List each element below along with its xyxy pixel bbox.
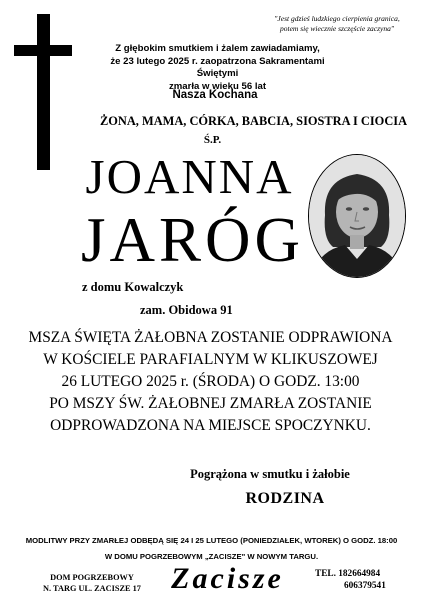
funeral-home-info (22, 572, 162, 594)
prayer-info (10, 533, 413, 565)
prayer-line: W DOMU POGRZEBOWYM „ZACISZE" W NOWYM TARGU. (104, 552, 319, 561)
deceased-portrait (308, 154, 406, 278)
cross-vertical-bar (37, 14, 50, 170)
cross-horizontal-bar (14, 45, 72, 56)
mass-line: MSZA ŚWIĘTA ŻAŁOBNA ZOSTANIE ODPRAWIONA (28, 329, 393, 346)
mourning-line: Pogrążona w smutku i żałobie (190, 467, 350, 481)
funeral-home-name: DOM POGRZEBOWY (50, 573, 134, 582)
zacisze-logo: Zacisze (171, 562, 284, 595)
mass-line: W KOŚCIELE PARAFIALNYM W KLIKUSZOWEJ (43, 351, 378, 368)
funeral-home-address: N. TARG UL. ZACISZE 17 (43, 584, 141, 593)
mass-line: PO MSZY ŚW. ŻAŁOBNEJ ZMARŁA ZOSTANIE (49, 395, 372, 412)
sp-prefix: Ś.P. (203, 134, 222, 146)
family-signature: RODZINA (245, 490, 325, 507)
family-roles: ŻONA, MAMA, CÓRKA, BABCIA, SIOSTRA I CIOCIA (100, 114, 408, 128)
mass-announcement (18, 327, 403, 437)
mass-line: 26 LUTEGO 2025 r. (ŚRODA) O GODZ. 13:00 (61, 373, 360, 390)
mass-line: ODPROWADZONA NA MIEJSCE SPOCZYNKU. (50, 417, 371, 434)
portrait-image (309, 155, 405, 277)
phone-info (315, 569, 410, 592)
announcement-intro (95, 43, 340, 93)
kochana-heading: Nasza Kochana (172, 89, 258, 101)
prayer-line: MODLITWY PRZY ZMARŁEJ ODBĘDĄ SIĘ 24 I 25 LUTEGO (PONIEDZIAŁEK, WTOREK) O GODZ. 18:00 (25, 536, 398, 545)
phone-line: 606379541 (344, 580, 386, 591)
motto-line: "Jest gdzieś ludzkiego cierpienia granica, (274, 14, 400, 23)
first-name: JOANNA (85, 149, 294, 204)
residence-address: zam. Obidowa 91 (140, 303, 233, 317)
intro-line: zmarła w wieku 56 lat (168, 80, 267, 92)
intro-line: że 23 lutego 2025 r. zaopatrzona Sakramentami Świętymi (110, 55, 325, 79)
last-name: JARÓG (80, 205, 305, 275)
motto-quote (262, 14, 412, 34)
motto-line: potem się wiecznie szczęście zaczyna" (280, 24, 394, 33)
phone-line: TEL. 182664984 (315, 569, 381, 579)
intro-line: Z głębokim smutkiem i żalem zawiadamiamy, (115, 43, 320, 54)
maiden-name: z domu Kowalczyk (82, 280, 184, 294)
